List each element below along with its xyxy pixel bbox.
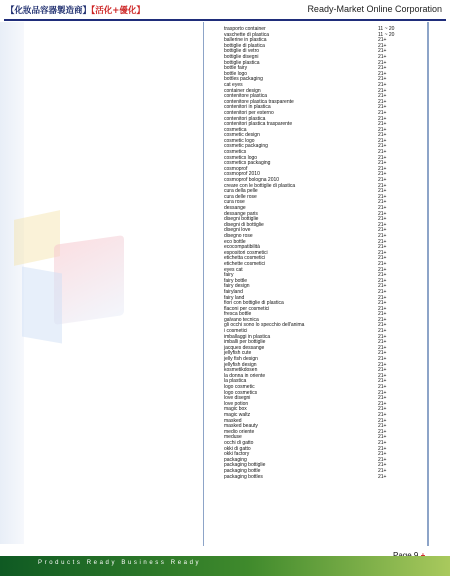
keyword-term: logo cosmetic xyxy=(224,384,255,390)
keyword-count: 21+ xyxy=(378,356,387,363)
list-item xyxy=(224,475,424,481)
keyword-count: 21+ xyxy=(378,188,387,195)
keyword-count: 21+ xyxy=(378,339,387,346)
keyword-count: 21+ xyxy=(378,149,387,156)
keyword-term: cosmetica xyxy=(224,126,247,133)
keyword-term: cosmetics packaging xyxy=(224,160,271,167)
keyword-term: dessange paris xyxy=(224,210,258,217)
keyword-term: flaconi per cosmetici xyxy=(224,305,270,312)
keyword-count: 21+ xyxy=(378,467,387,474)
content-left-border xyxy=(203,22,204,546)
keyword-term: gli occhi sono lo specchio dell'anima xyxy=(224,322,305,329)
keyword-count: 21+ xyxy=(378,104,387,111)
keyword-count: 21+ xyxy=(378,205,387,211)
keyword-term: cosmoprof bologna 2010 xyxy=(224,177,280,184)
keyword-term: love disegni xyxy=(224,395,251,402)
keyword-count: 21+ xyxy=(378,305,387,312)
keyword-term: galvano tecnica xyxy=(224,316,259,323)
keyword-count: 21+ xyxy=(378,400,387,407)
keyword-count: 21+ xyxy=(378,322,387,329)
keyword-term: disegni love xyxy=(224,227,251,234)
keyword-term: cura rose xyxy=(224,199,245,206)
keyword-term: jellyfish cute xyxy=(224,350,252,357)
header-brand xyxy=(6,4,145,16)
keyword-term: jellyfish design xyxy=(224,361,257,368)
keyword-count: 21+ xyxy=(378,372,387,379)
keyword-term: eyes cat xyxy=(224,266,243,273)
keyword-term: logo cosmetics xyxy=(224,389,258,396)
keyword-term: packaging bottiglie xyxy=(224,462,266,469)
keyword-term: trasporto container xyxy=(224,26,266,32)
keyword-term: cura della pelle xyxy=(224,188,258,195)
header-brand-prefix: 【化妝品容器製造商】 xyxy=(6,6,92,16)
keyword-count: 21+ xyxy=(378,70,387,77)
keyword-count: 21+ xyxy=(378,210,387,217)
keyword-count: 21+ xyxy=(378,132,387,139)
keyword-count: 21+ xyxy=(378,389,387,396)
keyword-count: 21+ xyxy=(378,42,387,49)
keyword-count: 21+ xyxy=(378,473,387,480)
keyword-count: 21+ xyxy=(378,378,387,385)
keyword-term: contenitori plastica trasparente xyxy=(224,121,293,128)
keyword-term: etichette cosmetici xyxy=(224,260,266,267)
decorative-shape xyxy=(54,235,124,325)
keyword-term: masked beauty xyxy=(224,423,258,430)
keyword-count: 21+ xyxy=(378,199,387,206)
header-divider xyxy=(4,19,446,21)
keyword-count: 21+ xyxy=(378,177,387,184)
keyword-term: disegni di bottiglie xyxy=(224,221,264,228)
keyword-count: 21+ xyxy=(378,445,387,452)
keyword-count: 21+ xyxy=(378,59,387,66)
keyword-term: contenitore plastica xyxy=(224,93,268,100)
keyword-term: vaschette di plastica xyxy=(224,31,270,38)
keyword-term: fairyland xyxy=(224,288,243,295)
keyword-term: medio oriente xyxy=(224,428,255,435)
keyword-term: contenitori in plastica xyxy=(224,104,271,111)
keyword-term: la plastica xyxy=(224,378,247,385)
keyword-count: 21+ xyxy=(378,255,387,262)
keyword-count: 21+ xyxy=(378,411,387,418)
keyword-term: jelly fish design xyxy=(224,356,258,363)
keyword-term: espositori cosmetici xyxy=(224,249,268,256)
keyword-count: 21+ xyxy=(378,333,387,340)
keyword-term: magic waltz xyxy=(224,411,251,418)
decorative-shape xyxy=(22,266,62,343)
keyword-count: 21+ xyxy=(378,328,387,335)
keyword-count: 11 ~ 20 xyxy=(378,26,395,32)
keyword-count: 21+ xyxy=(378,165,387,172)
keyword-count: 21+ xyxy=(378,350,387,357)
keyword-count: 21+ xyxy=(378,272,387,279)
keyword-term: etichetta cosmetici xyxy=(224,255,266,262)
keyword-term: contenitori plastica xyxy=(224,115,266,122)
keyword-count: 21+ xyxy=(378,76,387,83)
keyword-count: 21+ xyxy=(378,87,387,94)
keyword-term: imballi per bottiglie xyxy=(224,339,266,346)
keyword-count: 21+ xyxy=(378,266,387,273)
keyword-count: 21+ xyxy=(378,171,387,178)
keyword-term: bottle logo xyxy=(224,70,248,77)
keyword-count: 21+ xyxy=(378,406,387,413)
keyword-term: fairy xyxy=(224,272,234,279)
keyword-term: contenitore plastica trasparente xyxy=(224,98,294,105)
page-footer xyxy=(0,556,450,576)
keyword-count: 21+ xyxy=(378,294,387,301)
keyword-count: 21+ xyxy=(378,428,387,435)
keyword-count: 21+ xyxy=(378,37,387,44)
footer-tagline: Products Ready Business Ready xyxy=(38,560,202,566)
keyword-count: 21+ xyxy=(378,221,387,228)
keyword-term: contenitori per esterno xyxy=(224,109,274,116)
keyword-term: ecocompatibilità xyxy=(224,244,260,251)
header-brand-accent: 【活化+優化】 xyxy=(91,6,145,16)
keyword-term: fairy land xyxy=(224,294,245,301)
keyword-count: 21+ xyxy=(378,367,387,374)
keyword-count: 21+ xyxy=(378,143,387,150)
keyword-count: 21+ xyxy=(378,417,387,424)
keyword-term: cosmetics xyxy=(224,149,247,156)
keyword-count: 21+ xyxy=(378,249,387,256)
keyword-term: fiori con bottiglie di plastica xyxy=(224,300,284,307)
keyword-count: 21+ xyxy=(378,121,387,128)
keyword-count: 21+ xyxy=(378,288,387,295)
keyword-count: 21+ xyxy=(378,423,387,430)
keyword-term: occhi di gatto xyxy=(224,439,254,446)
keyword-term: ballerine in plastica xyxy=(224,37,267,44)
keyword-count: 21+ xyxy=(378,65,387,72)
keyword-count: 21+ xyxy=(378,277,387,284)
keyword-term: cosmoprof 2010 xyxy=(224,171,260,178)
keyword-count: 21+ xyxy=(378,462,387,469)
keyword-count: 21+ xyxy=(378,53,387,60)
keyword-term: cosmetic logo xyxy=(224,137,255,144)
keyword-count: 21+ xyxy=(378,193,387,200)
keyword-count: 21+ xyxy=(378,238,387,245)
keyword-term: kosmetikdosen xyxy=(224,367,258,374)
keyword-count: 21+ xyxy=(378,300,387,307)
keyword-count: 21+ xyxy=(378,232,387,239)
keyword-count: 21+ xyxy=(378,361,387,368)
left-decorative-rail xyxy=(0,22,24,544)
keyword-term: disegni bottiglie xyxy=(224,216,259,223)
keyword-count: 21+ xyxy=(378,395,387,402)
keyword-term: fairy design xyxy=(224,283,250,290)
keyword-term: meduse xyxy=(224,434,242,441)
keyword-term: cosmoprof xyxy=(224,165,248,172)
keyword-count: 21+ xyxy=(378,160,387,167)
keyword-count: 21+ xyxy=(378,439,387,446)
keyword-term: eco bottle xyxy=(224,238,246,245)
keyword-count: 21+ xyxy=(378,244,387,251)
keyword-count: 21+ xyxy=(378,81,387,88)
keyword-term: i cosmetici xyxy=(224,328,248,335)
keyword-count: 21+ xyxy=(378,344,387,351)
keyword-term: cosmetic design xyxy=(224,132,260,139)
keyword-term: fairy bottle xyxy=(224,277,248,284)
keyword-term: magic box xyxy=(224,406,247,413)
keyword-term: okki factory xyxy=(224,451,250,458)
keyword-count: 21+ xyxy=(378,182,387,189)
keyword-term: container design xyxy=(224,87,261,94)
keyword-term: bottiglie disegni xyxy=(224,53,259,60)
keyword-count: 21+ xyxy=(378,115,387,122)
keyword-list xyxy=(224,27,424,480)
keyword-term: packaging xyxy=(224,456,247,463)
keyword-count: 21+ xyxy=(378,260,387,267)
keyword-count: 21+ xyxy=(378,98,387,105)
keyword-term: bottle fairy xyxy=(224,65,248,72)
keyword-term: cosmetics logo xyxy=(224,154,258,161)
header-company-name: Ready-Market Online Corporation xyxy=(307,4,442,14)
keyword-count: 21+ xyxy=(378,109,387,116)
keyword-count: 21+ xyxy=(378,48,387,55)
keyword-count: 21+ xyxy=(378,384,387,390)
keyword-count: 21+ xyxy=(378,137,387,144)
keyword-term: la donna in oriente xyxy=(224,372,266,379)
content-right-border xyxy=(427,22,429,546)
keyword-count: 21+ xyxy=(378,434,387,441)
keyword-term: packaging bottles xyxy=(224,473,263,480)
keyword-term: cura delle rose xyxy=(224,193,257,200)
keyword-count: 21+ xyxy=(378,456,387,463)
keyword-term: disegno rose xyxy=(224,232,253,239)
keyword-term: masked xyxy=(224,417,242,424)
keyword-count: 11 ~ 20 xyxy=(378,31,395,38)
keyword-term: bottiglie di plastica xyxy=(224,42,265,49)
keyword-count: 21+ xyxy=(378,227,387,234)
keyword-count: 21+ xyxy=(378,154,387,161)
keyword-term: dessange xyxy=(224,205,246,211)
keyword-count: 21+ xyxy=(378,283,387,290)
keyword-count: 21+ xyxy=(378,451,387,458)
keyword-term: imballaggi in plastica xyxy=(224,333,271,340)
keyword-term: cat eyes xyxy=(224,81,243,88)
keyword-count: 21+ xyxy=(378,216,387,223)
keyword-term: packaging bottle xyxy=(224,467,261,474)
keyword-count: 21+ xyxy=(378,311,387,318)
keyword-count: 21+ xyxy=(378,126,387,133)
keyword-term: creare con le bottiglie di plastica xyxy=(224,182,296,189)
keyword-term: bottles packaging xyxy=(224,76,263,83)
keyword-term: love potion xyxy=(224,400,249,407)
keyword-term: cosmetic packaging xyxy=(224,143,268,150)
keyword-term: bottiglie plastica xyxy=(224,59,260,66)
keyword-term: bottiglie di vetro xyxy=(224,48,260,55)
keyword-count: 21+ xyxy=(378,93,387,100)
keyword-term: jacques dessange xyxy=(224,344,265,351)
keyword-term: fresca bottle xyxy=(224,311,252,318)
keyword-count: 21+ xyxy=(378,316,387,323)
keyword-term: okki di gatto xyxy=(224,445,251,452)
